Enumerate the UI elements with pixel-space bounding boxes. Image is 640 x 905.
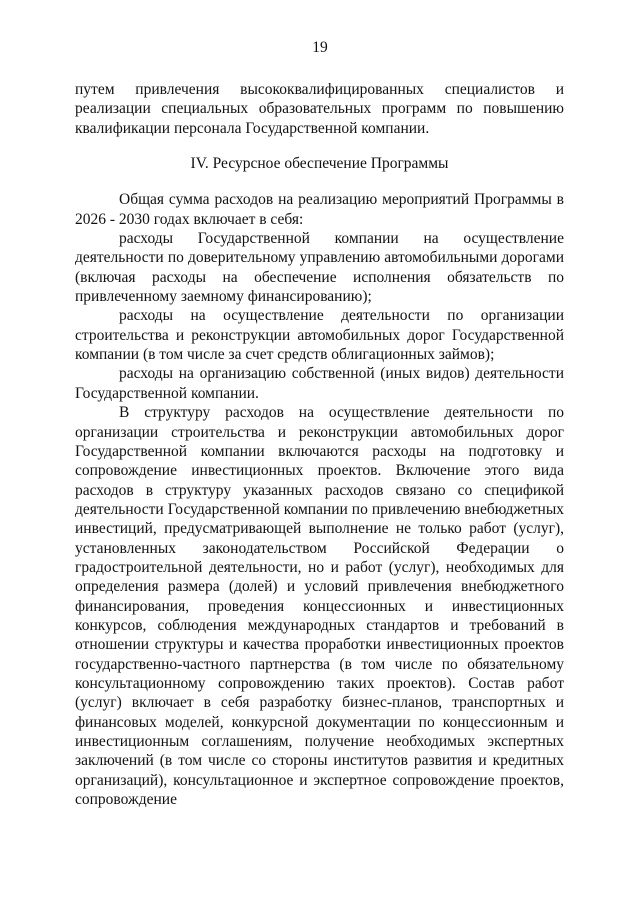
intro-paragraph: путем привлечения высококвалифицированных специалистов и реализации специальных образовательных программ по повышению квалификации персонала Государственной компании.: [75, 81, 564, 137]
paragraph-total-expenses: Общая сумма расходов на реализацию мероприятий Программы в 2026 - 2030 годах включает в себя:: [75, 191, 564, 228]
page-number: 19: [312, 39, 328, 56]
section-heading: IV. Ресурсное обеспечение Программы: [190, 155, 449, 173]
paragraph-own-activity-expenses: расходы на организацию собственной (иных видов) деятельности Государственной компании.: [75, 365, 564, 402]
paragraph-expense-structure: В структуру расходов на осуществление деятельности по организации строительства и реконструкции автомобильных дорог Государственной компании включаются расходы на подготовку и сопровождение инвестиционных проектов. Включение этого вида расходов в структуру указанных расходов связано со спецификой деятельности Государственной компании по привлечению внебюджетных инвестиций, предусматривающей выполнение не только работ (услуг), установленных законодательством Российской Федерации о градостроительной деятельности, но и работ (услуг), необходимых для определения размера (долей) и условий привлечения внебюджетного финансирования, проведения концессионных и инвестиционных конкурсов, соблюдения международных стандартов и требований в отношении структуры и качества проработки инвестиционных проектов государственно-частного партнерства (в том числе по обязательному консультационному сопровождению таких проектов). Состав работ (услуг) включает в себя разработку бизнес-планов, транспортных и финансовых моделей, конкурсной документации по концессионным и инвестиционным соглашениям, получение необходимых экспертных заключений (в том числе со стороны институтов развития и кредитных организаций), консультационное и экспертное сопровождение проектов, сопровождение: [75, 404, 564, 809]
paragraph-trust-management-expenses: расходы Государственной компании на осуществление деятельности по доверительному управлению автомобильными дорогами (включая расходы на обеспечение исполнения обязательств по привлеченному заемному финансированию);: [75, 230, 564, 306]
body-text: [75, 80, 564, 809]
paragraph-construction-expenses: расходы на осуществление деятельности по организации строительства и реконструкции автомобильных дорог Государственной компании (в том числе за счет средств облигационных займов);: [75, 307, 564, 364]
